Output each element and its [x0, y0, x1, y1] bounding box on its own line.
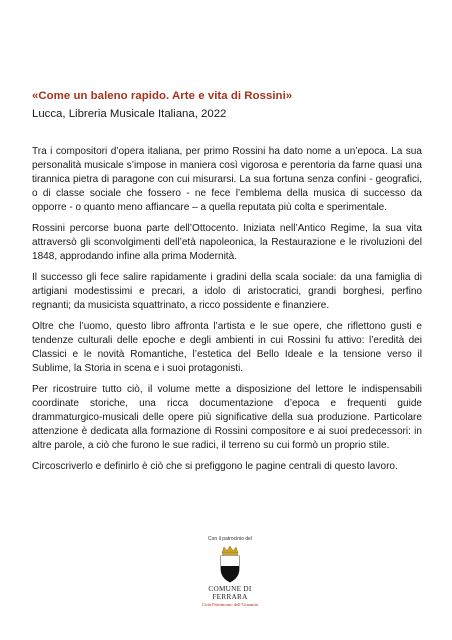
- sponsor-name: COMUNE DI FERRARA: [208, 585, 252, 601]
- paragraph-5: Per ricostruire tutto ciò, il volume mette a disposizione del lettore le indispensabili coordinate storiche, una ricca documentazione d’epoca e frequenti guide drammaturgico-musicali delle opere più significative della sua produzione. Particolare attenzione è dedicata alla formazione di Rossini compositore e ai suoi predecessori: in altre parole, a ciò che furono le sue radici, il terreno su cui formò un proprio stile.: [32, 383, 422, 452]
- sponsor-label: Con il patrocinio del: [208, 536, 252, 542]
- document-subtitle: Lucca, Libreria Musicale Italiana, 2022: [32, 108, 227, 120]
- sponsor-block: [190, 536, 270, 607]
- paragraph-2: Rossini percorse buona parte dell’Ottocento. Iniziata nell’Antico Regime, la sua vita attraversò gli sconvolgimenti dell’età napoleonica, la Restaurazione e le rivoluzioni del 1848, approdando infine alla prima Modernità.: [32, 223, 422, 263]
- paragraph-6: Circoscriverlo e definirlo è ciò che si prefiggono le pagine centrali di questo lavoro.: [32, 460, 398, 472]
- document-title: «Come un baleno rapido. Arte e vita di Rossini»: [32, 90, 293, 102]
- paragraph-4: Oltre che l’uomo, questo libro affronta l’artista e le sue opere, che riflettono gusti e tendenze culturali delle epoche e degli ambienti in cui Rossini fu attivo: l’eredità dei Classici e le novità Romantiche, l’estetica del Bello Ideale e la tensione verso il Sublime, la Storia in scena e i suoi protagonisti.: [32, 320, 422, 375]
- sponsor-tagline: Città Patrimonio dell’Umanità: [202, 602, 258, 607]
- document-body: [32, 90, 422, 481]
- paragraph-1: Tra i compositori d’opera italiana, per primo Rossini ha dato nome a un’epoca. La sua personalità musicale s’impose in maniera così vigorosa e perentoria da farne quasi una tirannica pietra di paragone con cui misurarsi. La sua fortuna senza confini - geografici, o di classe sociale che fossero - ne fece l’emblema della musica di successo da opporre - o quanto meno affiancare – a quella reputata più colta e sperimentale.: [32, 146, 422, 214]
- ferrara-crest-icon: [217, 545, 243, 583]
- paragraph-3: Il successo gli fece salire rapidamente i gradini della scala sociale: da una famiglia di artigiani modestissimi e precari, a idolo di aristocratici, grandi borghesi, perfino regnanti; da musicista squattrinato, a ricco possidente e finanziere.: [32, 271, 422, 312]
